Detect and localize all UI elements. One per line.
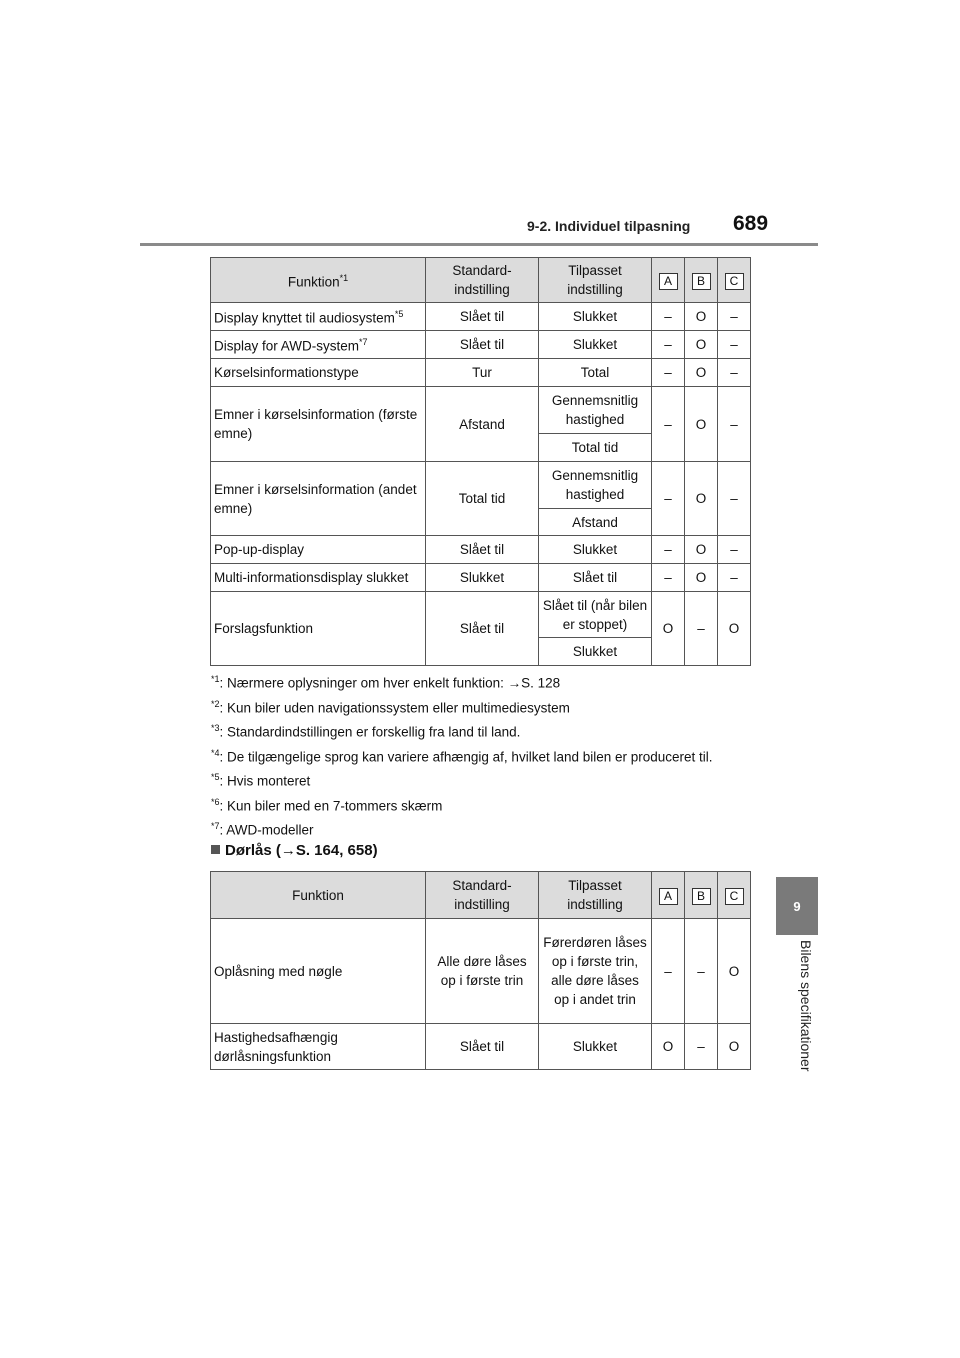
cell-c: –: [718, 462, 751, 536]
footnote: $^{*4}$: De tilgængelige sprog kan variere afhængig af, hvilket land bilen er produceret til.: [211, 747, 713, 764]
cell-default: Afstand: [426, 387, 539, 462]
cell-function: Hastighedsafhængig dørlåsningsfunktion: [211, 1024, 426, 1070]
footnote: $^{*5}$: Hvis monteret: [211, 772, 311, 789]
cell-default: Alle døre låses op i første trin: [426, 919, 539, 1024]
footnote: $^{*1}$: Nærmere oplysninger om hver enkelt funktion: →S. 128: [211, 674, 561, 691]
cell-c: O: [718, 592, 751, 666]
cell-c: –: [718, 536, 751, 564]
cell-default: Slukket: [426, 564, 539, 592]
cell-b: O: [685, 536, 718, 564]
header-a: A: [652, 872, 685, 919]
table-header-row: [211, 872, 751, 919]
cell-b: O: [685, 303, 718, 331]
cell-custom: Slukket: [539, 1024, 652, 1070]
cell-function: Oplåsning med nøgle: [211, 919, 426, 1024]
cell-default: Tur: [426, 359, 539, 387]
cell-custom: Gennemsnitlig hastighed: [539, 387, 652, 434]
cell-function: Display for AWD-system$^{*7}$: [211, 331, 426, 359]
header-c: C: [718, 258, 751, 303]
cell-c: –: [718, 359, 751, 387]
cell-function: Display knyttet til audiosystem$^{*5}$: [211, 303, 426, 331]
header-custom: Tilpasset indstilling: [539, 258, 652, 303]
footnote: $^{*2}$: Kun biler uden navigationssystem eller multimediesystem: [211, 698, 570, 715]
header-b: B: [685, 872, 718, 919]
footnote: $^{*6}$: Kun biler med en 7-tommers skærm: [211, 796, 443, 813]
cell-custom: Gennemsnitlig hastighed: [539, 462, 652, 509]
cell-a: –: [652, 919, 685, 1024]
cell-custom: Total tid: [539, 434, 652, 462]
cell-function: Emner i kørselsinformation (første emne): [211, 387, 426, 462]
table-row: [211, 592, 751, 638]
header-default: Standard-indstilling: [426, 258, 539, 303]
page-number: 689: [733, 212, 769, 235]
cell-default: Slået til: [426, 1024, 539, 1070]
cell-custom: Slukket: [539, 638, 652, 666]
cell-custom: Slukket: [539, 536, 652, 564]
cell-b: –: [685, 919, 718, 1024]
cell-function: Multi-informationsdisplay slukket: [211, 564, 426, 592]
table-row: [211, 536, 751, 564]
cell-function: Kørselsinformationstype: [211, 359, 426, 387]
cell-c: O: [718, 919, 751, 1024]
cell-custom: Afstand: [539, 509, 652, 536]
chapter-number: 9: [793, 898, 801, 914]
cell-default: Slået til: [426, 536, 539, 564]
settings-table-display: [210, 257, 751, 666]
cell-custom: Førerdøren låses op i første trin, alle døre låses op i andet trin: [539, 919, 652, 1024]
table-row: [211, 1024, 751, 1070]
cell-custom: Slukket: [539, 331, 652, 359]
chapter-tab: [776, 877, 818, 935]
cell-c: –: [718, 331, 751, 359]
section-heading-door-lock: Dørlås (→S. 164, 658): [211, 842, 378, 859]
cell-function: Forslagsfunktion: [211, 592, 426, 666]
cell-default: Slået til: [426, 592, 539, 666]
table-row: [211, 303, 751, 331]
cell-c: –: [718, 387, 751, 462]
cell-c: –: [718, 564, 751, 592]
cell-a: –: [652, 303, 685, 331]
cell-b: –: [685, 592, 718, 666]
cell-custom: Slået til (når bilen er stoppet): [539, 592, 652, 638]
table-row: [211, 919, 751, 1024]
cell-c: –: [718, 303, 751, 331]
cell-a: O: [652, 1024, 685, 1070]
footnote: $^{*3}$: Standardindstillingen er forskellig fra land til land.: [211, 723, 521, 740]
cell-a: –: [652, 564, 685, 592]
chapter-title: Bilens specifikationer: [798, 940, 814, 1072]
cell-b: O: [685, 564, 718, 592]
cell-a: –: [652, 359, 685, 387]
footnote: $^{*7}$: AWD-modeller: [211, 821, 314, 838]
table-row: [211, 387, 751, 434]
section-title: 9-2. Individuel tilpasning: [527, 218, 691, 234]
header-default: Standard-indstilling: [426, 872, 539, 919]
cell-default: Total tid: [426, 462, 539, 536]
cell-b: O: [685, 462, 718, 536]
table-row: [211, 564, 751, 592]
cell-a: –: [652, 462, 685, 536]
section-bullet-icon: [211, 845, 220, 854]
cell-default: Slået til: [426, 303, 539, 331]
header-c: C: [718, 872, 751, 919]
cell-b: O: [685, 359, 718, 387]
table-row: [211, 359, 751, 387]
cell-a: O: [652, 592, 685, 666]
cell-c: O: [718, 1024, 751, 1070]
header-function: Funktion: [211, 872, 426, 919]
cell-a: –: [652, 387, 685, 462]
cell-b: –: [685, 1024, 718, 1070]
cell-b: O: [685, 331, 718, 359]
cell-a: –: [652, 536, 685, 564]
table-header-row: [211, 258, 751, 303]
cell-custom: Slået til: [539, 564, 652, 592]
settings-table-door-lock: [210, 871, 751, 1070]
cell-default: Slået til: [426, 331, 539, 359]
cell-custom: Slukket: [539, 303, 652, 331]
footnotes: [211, 670, 771, 842]
cell-function: Emner i kørselsinformation (andet emne): [211, 462, 426, 536]
header-function: Funktion$^{*1}$: [211, 258, 426, 303]
cell-b: O: [685, 387, 718, 462]
header-a: A: [652, 258, 685, 303]
table-row: [211, 462, 751, 509]
header-custom: Tilpasset indstilling: [539, 872, 652, 919]
cell-function: Pop-up-display: [211, 536, 426, 564]
header-b: B: [685, 258, 718, 303]
cell-a: –: [652, 331, 685, 359]
header-divider: [140, 243, 818, 246]
table-row: [211, 331, 751, 359]
cell-custom: Total: [539, 359, 652, 387]
